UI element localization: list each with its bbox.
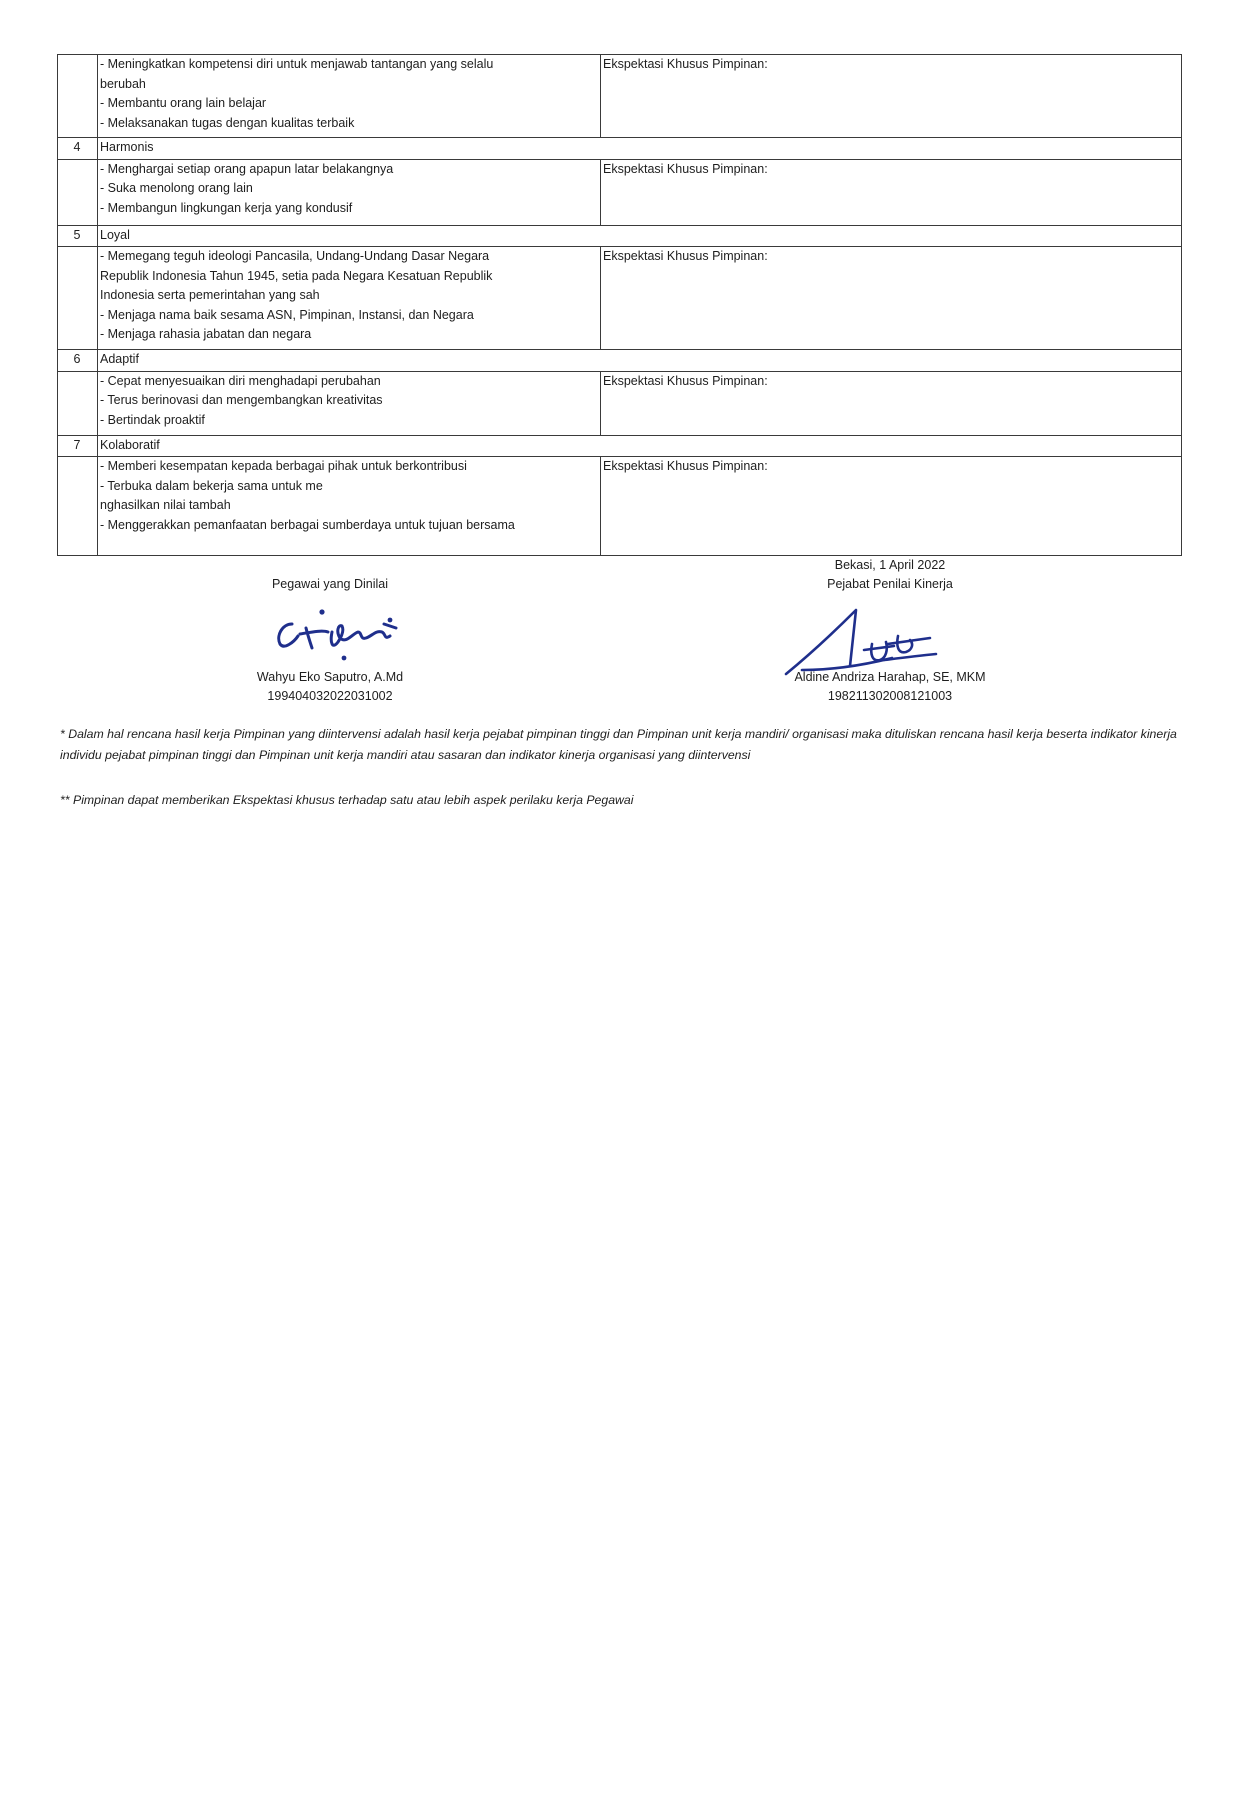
table-row: [58, 350, 1182, 372]
employee-signature-image: [272, 602, 422, 664]
behavior-line: - Meningkatkan kompetensi diri untuk menjawab tantangan yang selalu: [100, 57, 494, 71]
behavior-line: - Terus berinovasi dan mengembangkan kreativitas: [100, 393, 383, 407]
item-number: 4: [58, 138, 98, 160]
behavior-line: - Terbuka dalam bekerja sama untuk me: [100, 478, 323, 493]
footnote-leader-plan: * Dalam hal rencana hasil kerja Pimpinan yang diintervensi adalah hasil kerja pejabat pimpinan tinggi dan Pimpinan unit kerja mandiri/ organisasi maka dituliskan rencana hasil kerja beserta indikator kinerja individu pejabat pimpinan tinggi dan Pimpinan unit kerja mandiri atau sasaran dan indikator kinerja organisasi yang diintervensi: [60, 727, 1177, 762]
behavior-line: - Menjaga rahasia jabatan dan negara: [100, 327, 312, 341]
assessor-signature-block: [760, 556, 1020, 594]
behavior-line: - Menggerakkan pemanfaatan berbagai sumberdaya untuk tujuan bersama: [100, 517, 515, 532]
behavior-line: Indonesia serta pemerintahan yang sah: [100, 288, 320, 302]
expectation-cell: [601, 457, 1182, 556]
number-cell: [58, 159, 98, 225]
behavior-cell: [98, 371, 601, 435]
table-row: [58, 159, 1182, 225]
employee-name: Wahyu Eko Saputro, A.Md: [256, 670, 404, 684]
place-date: Bekasi, 1 April 2022: [834, 558, 946, 572]
table-row: [58, 247, 1182, 350]
expectation-cell: [601, 55, 1182, 138]
behavior-line: - Menjaga nama baik sesama ASN, Pimpinan, Instansi, dan Negara: [100, 307, 474, 322]
behavior-line: - Membantu orang lain belajar: [100, 96, 267, 110]
expectation-cell: [601, 371, 1182, 435]
table-row: [58, 138, 1182, 160]
behavior-cell: [98, 457, 601, 556]
table-row: [58, 55, 1182, 138]
behavior-line: nghasilkan nilai tambah: [100, 498, 231, 512]
table-row: [58, 225, 1182, 247]
assessor-role: Pejabat Penilai Kinerja: [827, 577, 953, 591]
expectation-cell: [601, 159, 1182, 225]
behavior-cell: [98, 247, 601, 350]
behavior-line: - Melaksanakan tugas dengan kualitas terbaik: [100, 115, 355, 130]
table-row: [58, 371, 1182, 435]
behavior-line: - Membangun lingkungan kerja yang kondusif: [100, 200, 353, 215]
footnote-special-expectation: ** Pimpinan dapat memberikan Ekspektasi khusus terhadap satu atau lebih aspek perilaku kerja Pegawai: [60, 793, 634, 807]
behavior-cell: [98, 55, 601, 138]
number-cell: [58, 55, 98, 138]
number-cell: [58, 457, 98, 556]
item-title: Harmonis: [98, 138, 1182, 160]
employee-nip: 199404032022031002: [267, 689, 393, 703]
behavior-line: berubah: [100, 76, 146, 91]
expectation-label: Ekspektasi Khusus Pimpinan:: [603, 57, 768, 71]
assessor-name: Aldine Andriza Harahap, SE, MKM: [794, 670, 986, 684]
item-number: 7: [58, 435, 98, 457]
behavior-line: - Suka menolong orang lain: [100, 181, 253, 195]
employee-identity: [200, 668, 460, 706]
behavior-line: - Bertindak proaktif: [100, 412, 205, 427]
item-title: Loyal: [98, 225, 1182, 247]
expectation-cell: [601, 247, 1182, 350]
behavior-line: Republik Indonesia Tahun 1945, setia pada Negara Kesatuan Republik: [100, 268, 493, 283]
employee-signature-block: [200, 575, 460, 594]
behavior-line: - Memberi kesempatan kepada berbagai pihak untuk berkontribusi: [100, 459, 467, 473]
expectation-label: Ekspektasi Khusus Pimpinan:: [603, 459, 768, 473]
behavior-line: - Menghargai setiap orang apapun latar belakangnya: [100, 161, 394, 176]
behavior-line: - Memegang teguh ideologi Pancasila, Undang-Undang Dasar Negara: [100, 249, 490, 263]
table-row: [58, 457, 1182, 556]
expectation-label: Ekspektasi Khusus Pimpinan:: [603, 373, 768, 388]
item-number: 6: [58, 350, 98, 372]
behavior-cell: [98, 159, 601, 225]
expectation-label: Ekspektasi Khusus Pimpinan:: [603, 249, 768, 263]
item-title: Adaptif: [98, 350, 1182, 372]
work-behavior-table: [57, 54, 1182, 556]
expectation-label: Ekspektasi Khusus Pimpinan:: [603, 161, 768, 176]
item-number: 5: [58, 225, 98, 247]
number-cell: [58, 247, 98, 350]
table-row: [58, 435, 1182, 457]
assessor-identity: [760, 668, 1020, 706]
number-cell: [58, 371, 98, 435]
employee-role: Pegawai yang Dinilai: [271, 577, 389, 591]
item-title: Kolaboratif: [98, 435, 1182, 457]
assessor-nip: 198211302008121003: [827, 689, 953, 703]
behavior-line: - Cepat menyesuaikan diri menghadapi perubahan: [100, 373, 381, 388]
